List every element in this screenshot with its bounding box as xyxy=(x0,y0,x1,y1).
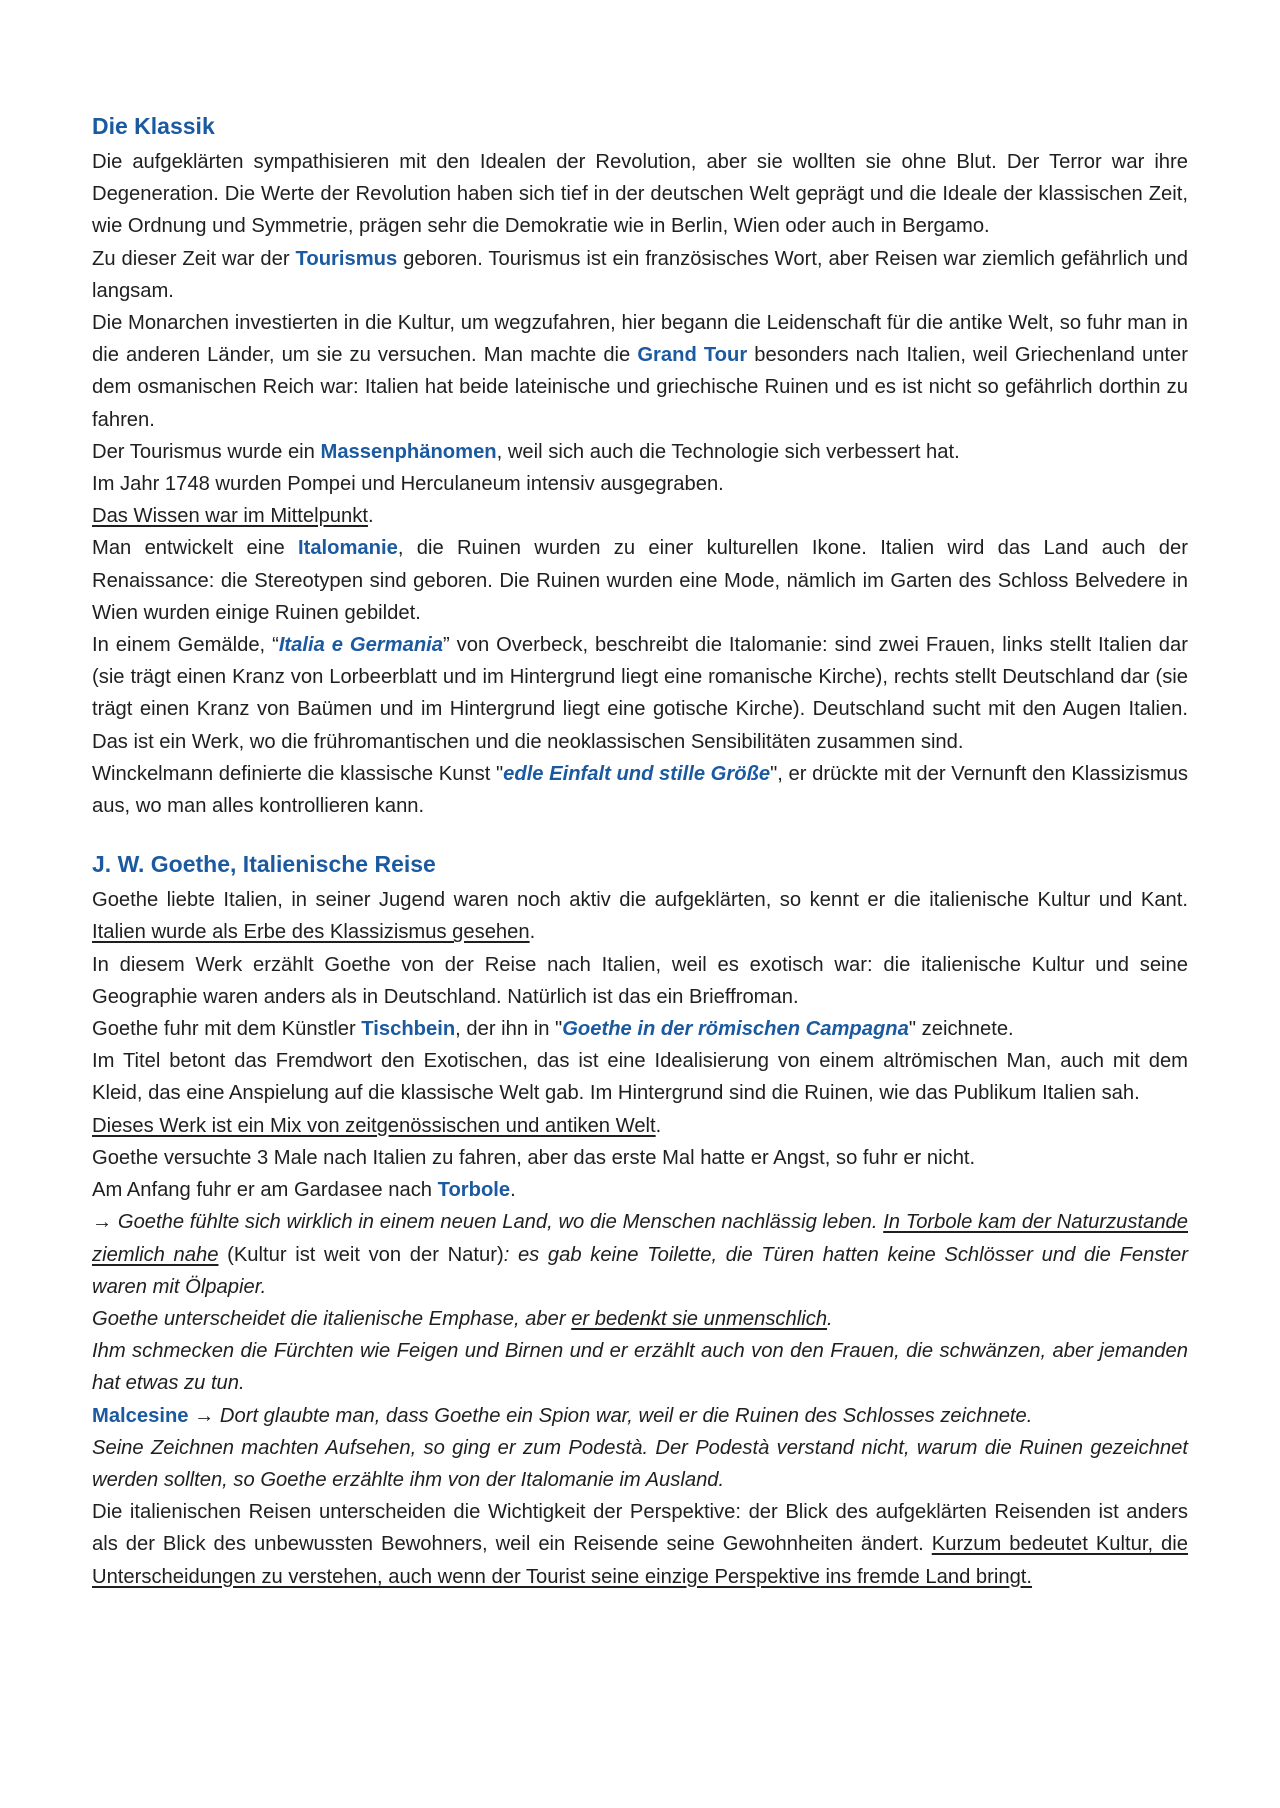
text: , weil sich auch die Technologie sich verbessert hat. xyxy=(496,440,960,463)
text: ” von Overbeck, beschreibt die Italomanie: sind zwei Frauen, links stellt Italien dar (sie trägt einen Kranz von Lorbeerblatt und im Hintergrund liegt eine romanische Kirche), rechts stellt Deutschland dar (sie trägt einen Kranz von Baümen und im Hintergrund liegt eine gotische Kirche). Deutschland sucht mit den Augen Italien. Das ist ein Werk, wo die frühromantischen und die neoklassischen Sensibilitäten zusammen sind. xyxy=(92,634,1188,753)
underlined-text: Das Wissen war im Mittelpunkt xyxy=(92,505,368,528)
text: Der Tourismus wurde ein xyxy=(92,440,321,463)
paragraph xyxy=(92,1335,1188,1399)
underlined-text: Dieses Werk ist ein Mix von zeitgenössischen und antiken Welt xyxy=(92,1114,656,1137)
paragraph xyxy=(92,468,1188,500)
text: . xyxy=(655,1114,662,1137)
paragraph xyxy=(92,532,1188,629)
text: Die italienischen Reisen unterscheiden die Wichtigkeit der Perspektive: der Blick des aufgeklärten Reisenden ist anders als der Blick des unbewussten Bewohners, weil ein Reisende seine Gewohnheiten ändert. xyxy=(92,1501,1188,1556)
paragraph xyxy=(92,500,1188,532)
italic-text: Ihm schmecken die Fürchten wie Feigen und Birnen und er erzählt auch von den Frauen, die schwänzen, aber jemanden hat etwas zu tun. xyxy=(92,1340,1188,1395)
underlined-text: Kurzum bedeutet Kultur, die Unterscheidungen zu verstehen, auch wenn der Tourist seine einzige Perspektive ins fremde Land bringt. xyxy=(92,1533,1188,1588)
text: Goethe liebte Italien, in seiner Jugend waren noch aktiv die aufgeklärten, so kennt er die italienische Kultur und Kant. xyxy=(92,889,1188,912)
paragraph xyxy=(92,1174,1188,1206)
paragraph xyxy=(92,758,1188,822)
section-title-klassik: Die Klassik xyxy=(92,113,215,139)
highlight-term: Goethe in der römischen Campagna xyxy=(562,1018,909,1041)
paragraph xyxy=(92,1432,1188,1496)
text: " zeichnete. xyxy=(908,1018,1014,1041)
highlight-term: edle Einfalt und stille Größe xyxy=(503,762,771,785)
paragraph xyxy=(92,1045,1188,1109)
paragraph xyxy=(92,949,1188,1013)
highlight-term: Italia e Germania xyxy=(278,634,443,657)
text: , die Ruinen wurden zu einer kulturellen Ikone. Italien wird das Land auch der Renaissance: die Stereotypen sind geboren. Die Ruinen wurden eine Mode, nämlich im Garten des Schloss Belvedere in Wien wurden einige Ruinen gebildet. xyxy=(92,537,1188,624)
highlight-term: Torbole xyxy=(437,1179,511,1202)
text: Die Monarchen investierten in die Kultur, um wegzufahren, hier begann die Leidenschaft für die antike Welt, so fuhr man in die anderen Länder, um sie zu versuchen. Man machte die xyxy=(92,312,1188,367)
paragraph xyxy=(92,1496,1188,1593)
paragraph xyxy=(92,243,1188,307)
highlight-term: Italomanie xyxy=(297,537,398,560)
italic-text: → Dort glaubte man, dass Goethe ein Spion war, weil er die Ruinen des Schlosses zeichnete. xyxy=(188,1404,1033,1427)
paragraph xyxy=(92,1206,1188,1303)
text: In diesem Werk erzählt Goethe von der Reise nach Italien, weil es exotisch war: die italienische Kultur und seine Geographie waren anders als in Deutschland. Natürlich ist das ein Brieffroman. xyxy=(92,953,1188,1008)
text: geboren. Tourismus ist ein französisches Wort, aber Reisen war ziemlich gefährlich und langsam. xyxy=(92,247,1188,302)
italic-text: → Goethe fühlte sich wirklich in einem neuen Land, wo die Menschen nachlässig leben. xyxy=(92,1211,884,1234)
paragraph xyxy=(92,307,1188,436)
paragraph xyxy=(92,1142,1188,1174)
text: Zu dieser Zeit war der xyxy=(92,247,296,270)
italic-text: . xyxy=(827,1307,833,1330)
text: Im Titel betont das Fremdwort den Exotischen, das ist eine Idealisierung von einem altrömischen Man, auch mit dem Kleid, das eine Anspielung auf die klassische Welt gab. Im Hintergrund sind die Ruinen, wie das Publikum Italien sah. xyxy=(92,1050,1188,1105)
text: In einem Gemälde, “ xyxy=(92,634,279,657)
text: . xyxy=(529,921,536,944)
paragraph xyxy=(92,146,1188,243)
text: . xyxy=(367,505,374,528)
paragraph xyxy=(92,884,1188,948)
text: Goethe versuchte 3 Male nach Italien zu fahren, aber das erste Mal hatte er Angst, so fuhr er nicht. xyxy=(92,1146,976,1169)
paragraph xyxy=(92,1303,1188,1335)
underlined-text: In Torbole kam der Naturzustande ziemlich nahe xyxy=(92,1211,1188,1266)
text: , der ihn in " xyxy=(455,1018,563,1041)
italic-text: : es gab keine Toilette, die Türen hatten keine Schlösser und die Fenster waren mit Ölpapier. xyxy=(92,1243,1188,1298)
section-title-goethe: J. W. Goethe, Italienische Reise xyxy=(92,851,436,878)
text: Am Anfang fuhr er am Gardasee nach xyxy=(92,1179,438,1202)
paragraph xyxy=(92,629,1188,758)
italic-text: Goethe unterscheidet die italienische Emphase, aber xyxy=(92,1307,572,1330)
paragraph xyxy=(92,1110,1188,1142)
text: . xyxy=(510,1179,516,1202)
paragraph xyxy=(92,1013,1188,1045)
text: Goethe fuhr mit dem Künstler xyxy=(92,1018,362,1041)
text: Im Jahr 1748 wurden Pompei und Herculaneum intensiv ausgegraben. xyxy=(92,473,724,496)
paragraph xyxy=(92,1400,1188,1432)
highlight-term: Grand Tour xyxy=(637,344,748,367)
highlight-term: Massenphänomen xyxy=(320,440,497,463)
text: Winckelmann definierte die klassische Kunst " xyxy=(92,762,504,785)
highlight-term: Tourismus xyxy=(295,247,398,270)
underlined-text: er bedenkt sie unmenschlich xyxy=(571,1307,828,1330)
text: ", er drückte mit der Vernunft den Klassizismus aus, wo man alles kontrollieren kann. xyxy=(92,762,1188,818)
highlight-term: Malcesine xyxy=(92,1404,189,1427)
text: besonders nach Italien, weil Griechenland unter dem osmanischen Reich war: Italien hat beide lateinische und griechische Ruinen und es ist nicht so gefährlich dorthin zu fahren. xyxy=(92,344,1188,431)
text: (Kultur ist weit von der Natur) xyxy=(218,1243,504,1266)
text: Die aufgeklärten sympathisieren mit den Idealen der Revolution, aber sie wollten sie ohne Blut. Der Terror war ihre Degeneration. Die Werte der Revolution haben sich tief in der deutschen Welt geprägt und die Ideale der klassischen Zeit, wie Ordnung und Symmetrie, prägen sehr die Demokratie wie in Berlin, Wien oder auch in Bergamo. xyxy=(92,151,1188,238)
italic-text: Seine Zeichnen machten Aufsehen, so ging er zum Podestà. Der Podestà verstand nicht, warum die Ruinen gezeichnet werden sollten, so Goethe erzählte ihm von der Italomanie im Ausland. xyxy=(92,1436,1188,1491)
text: Man entwickelt eine xyxy=(92,537,298,560)
highlight-term: Tischbein xyxy=(361,1018,456,1041)
paragraph xyxy=(92,436,1188,468)
underlined-text: Italien wurde als Erbe des Klassizismus gesehen xyxy=(92,921,530,944)
